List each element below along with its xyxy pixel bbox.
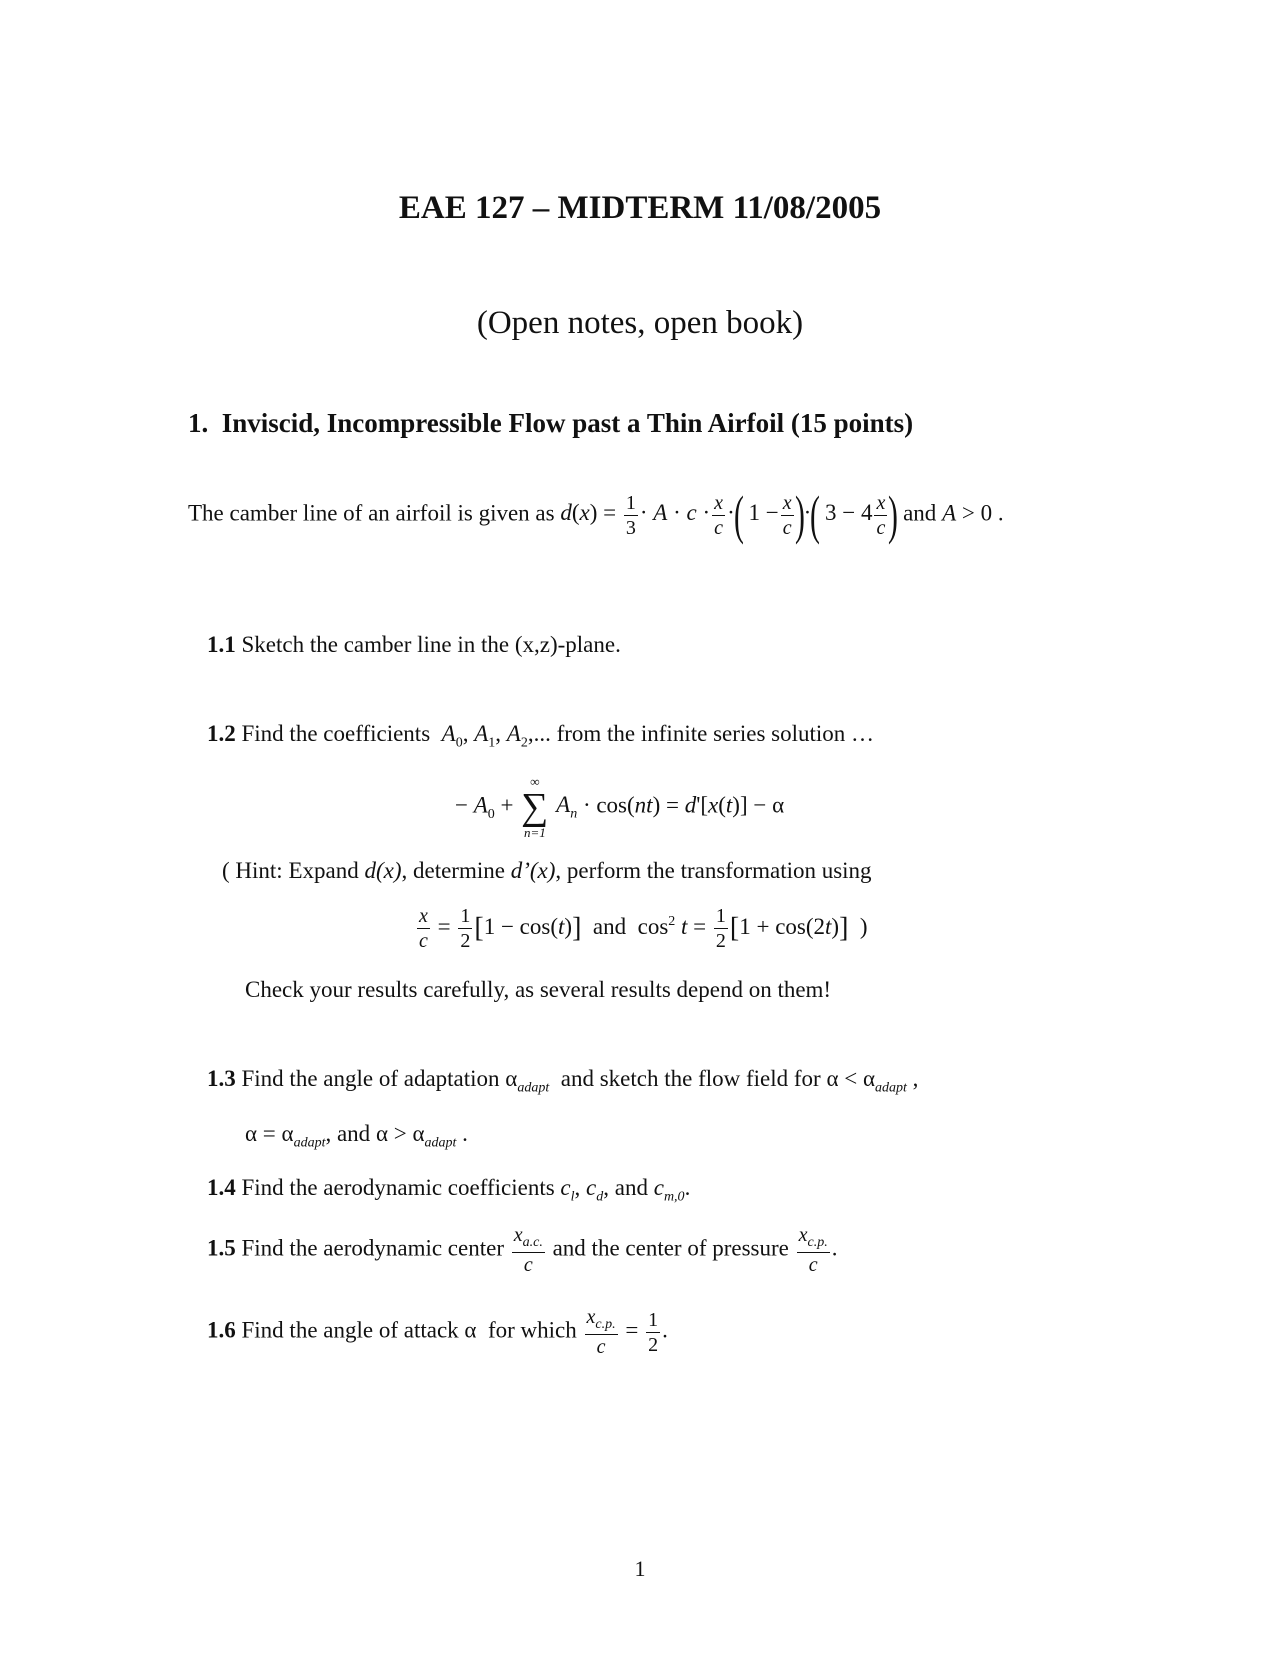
item-1-6: 1.6 Find the angle of attack α for which $\frac{x_{c.p.}}{c}$ = $\frac{1}{2}$ .: [207, 1306, 668, 1358]
intro-tail: and: [903, 500, 937, 526]
item-text-b: and the center of pressure: [552, 1235, 789, 1261]
section-heading: [188, 408, 913, 439]
item-text-b: and sketch the flow field for: [560, 1066, 821, 1091]
item-number: 1.3: [207, 1066, 236, 1091]
item-text: Find the aerodynamic coefficients: [241, 1175, 555, 1200]
item-1-3: 1.3 Find the angle of adaptation $\alpha_{adapt}$ and sketch the flow field for $\alpha < \alpha_{adapt}$ ,: [207, 1066, 919, 1096]
item-text-a: Find the coefficients: [241, 721, 431, 746]
item-sep: ,: [574, 1175, 581, 1200]
item-and: , and: [325, 1121, 371, 1146]
page-subtitle: (Open notes, open book): [476, 305, 804, 341]
coefficients-math: $A_0$, $A_1$, $A_2$,...: [441, 721, 551, 751]
item-number: 1.2: [207, 721, 236, 746]
item-text-a: Find the aerodynamic center: [241, 1235, 504, 1261]
item-1-3-cont: $\alpha = \alpha_{adapt}$, and $\alpha > \alpha_{adapt}$ .: [245, 1121, 468, 1151]
hint-open: ( Hint: Expand: [222, 858, 359, 883]
item-text-b: for which: [487, 1317, 577, 1343]
camber-equation: d(x) = $\frac{1}{3}$ · A · c · $\frac{x}{c}$ ·( 1 − $\frac{x}{c}$ )·( 3 − 4 $\frac{x}{c}$ ): [560, 485, 899, 545]
item-number: 1.4: [207, 1175, 236, 1200]
item-text-a: Find the angle of adaptation: [241, 1066, 500, 1091]
page-title: EAE 127 – MIDTERM 11/08/2005: [398, 190, 882, 226]
intro-line: The camber line of an airfoil is given as d(x) = $\frac{1}{3}$ · A · c · $\frac{x}{c}$ ·( 1 − $\frac{x}{c}$ )·( 3 − 4 $\frac{x}{c}$ ) and A > 0 .: [188, 485, 1004, 545]
page-number: 1: [634, 1556, 646, 1581]
hint-and: and: [592, 913, 627, 939]
item-1-2: [207, 721, 874, 752]
hint-mid1: , determine: [401, 858, 505, 883]
intro-lead: The camber line of an airfoil is given as: [188, 500, 555, 526]
item-text-b: from the infinite series solution …: [556, 721, 875, 746]
item-number: 1.5: [207, 1235, 236, 1261]
item-1-1: [207, 632, 621, 658]
item-number: 1.1: [207, 632, 236, 657]
item-text: Sketch the camber line in the (x,z)-plane.: [241, 632, 621, 657]
section-number: 1.: [188, 408, 209, 438]
transformation-equation: $\frac{x}{c}$ = $\frac{1}{2}$ [1 − cos(t)] and $\cos^2 t$ = $\frac{1}{2}$ [1 + cos(2t)] ): [419, 905, 868, 952]
item-and: , and: [603, 1175, 648, 1200]
hint-line: ( Hint: Expand d(x), determine d’(x), perform the transformation using: [222, 858, 872, 883]
check-note: Check your results carefully, as several results depend on them!: [245, 977, 832, 1002]
item-1-4: 1.4 Find the aerodynamic coefficients $c_l$, $c_d$, and $c_{m,0}$.: [207, 1175, 691, 1205]
item-1-5: 1.5 Find the aerodynamic center $\frac{x_{a.c.}}{c}$ and the center of pressure $\frac{x_{c.p.}}{c}$ .: [207, 1224, 838, 1276]
section-title: Inviscid, Incompressible Flow past a Thin Airfoil (15 points): [221, 408, 914, 438]
hint-close: ): [859, 913, 868, 939]
item-number: 1.6: [207, 1317, 236, 1343]
hint-mid2: , perform the transformation using: [555, 858, 872, 883]
series-equation: − $A_0$ + ∞ ∑ n=1 $A_n \cdot \cos(nt) = d'[x(t)] - \alpha$: [455, 774, 785, 840]
item-text-a: Find the angle of attack: [241, 1317, 459, 1343]
